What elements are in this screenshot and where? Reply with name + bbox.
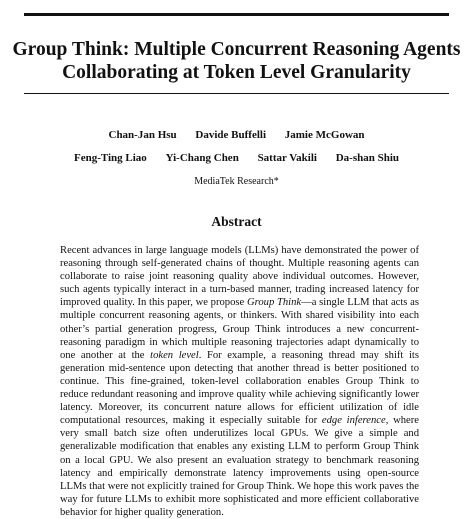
title-line-2: Collaborating at Token Level Granularity [62, 62, 411, 83]
abstract-text-1: Recent advances in large language models (LLMs) have demonstrated the power of reasoning through self-generated chains of thought. Multiple reasoning agents can collaborate to raise joint reasoning quality above individual outcomes. However, such agents typically interact in a turn-based manner, trading increased latency for improved quality. In this paper, we propose [60, 245, 419, 309]
author-line-2 [0, 147, 473, 170]
author-line-1 [0, 124, 473, 147]
abstract-heading: Abstract [211, 214, 262, 229]
abstract-emphasis-edge-inference: edge inference [321, 415, 386, 427]
author-name: Jamie McGowan [284, 129, 365, 141]
author-name: Sattar Vakili [257, 152, 317, 164]
author-name: Da-shan Shiu [335, 152, 400, 164]
title-bottom-rule [24, 93, 449, 94]
title-line-1: Group Think: Multiple Concurrent Reasoning Agents [12, 39, 461, 60]
author-name: Feng-Ting Liao [73, 152, 147, 164]
abstract-text-4: , where very small batch size often underutilizes local GPUs. We give a simple and generalizable modification that enables any existing LLM to perform Group Think on a local GPU. We also present an evaluation strategy to benchmark reasoning latency and empirically demonstrate latency improvements using open-source LLMs that were not explicitly trained for Group Think. We hope this work paves the way for future LLMs to exhibit more sophisticated and more efficient collaborative behavior for higher quality generation. [60, 415, 419, 518]
author-name: Chan-Jan Hsu [108, 129, 177, 141]
abstract-text-2: —a single LLM that acts as multiple concurrent reasoning agents, or thinkers. With shared visibility into each other’s partial generation progress, Group Think introduces a new concurrent-reasoning paradigm in which multiple reasoning trajectories adapt dynamically to one another at the [60, 297, 419, 361]
author-name: Yi-Chang Chen [165, 152, 239, 164]
author-list [0, 124, 473, 170]
abstract-body [60, 244, 419, 519]
paper-title [10, 38, 463, 84]
author-name: Davide Buffelli [195, 129, 267, 141]
affiliation: MediaTek Research* [194, 176, 279, 187]
title-top-rule [24, 13, 449, 16]
abstract-text-3: . For example, a reasoning thread may shift its generation mid-sentence upon detecting that another thread is better positioned to continue. This fine-grained, token-level collaboration enables Group Think to reduce redundant reasoning and improve quality while achieving significantly lower latency. Moreover, its concurrent nature allows for efficient utilization of idle computational resources, making it especially suitable for [60, 349, 419, 427]
abstract-paragraph [60, 244, 419, 519]
abstract-emphasis-token-level: token level [150, 349, 199, 361]
abstract-emphasis-group-think: Group Think [246, 297, 302, 309]
